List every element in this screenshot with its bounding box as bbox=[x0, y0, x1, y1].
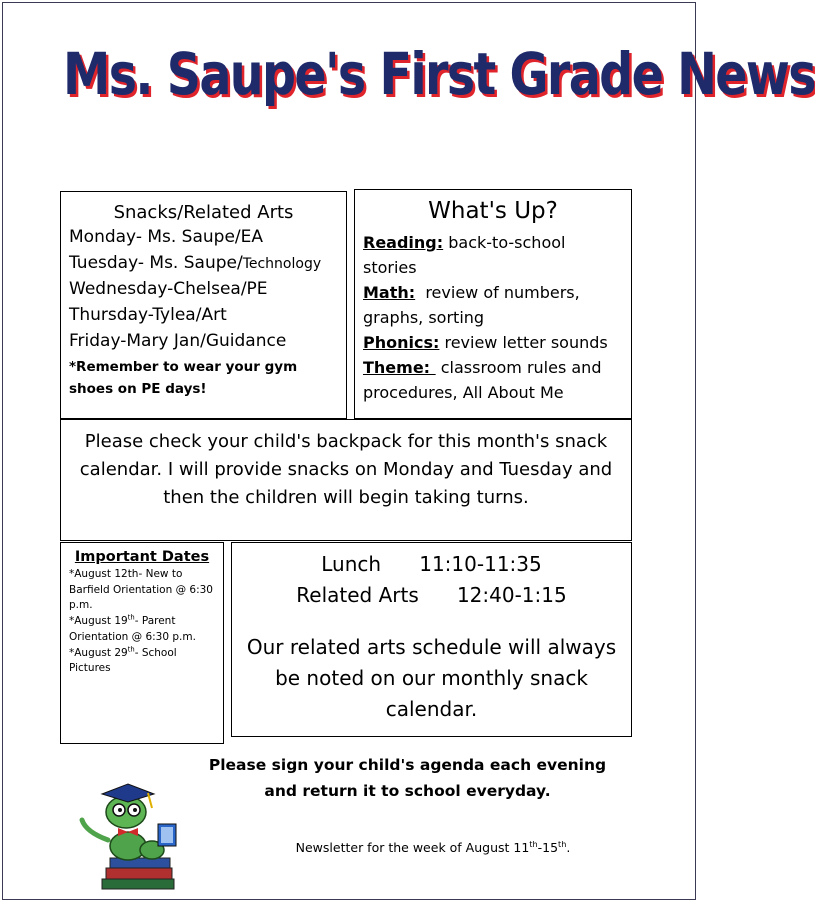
snack-day-line: Wednesday-Chelsea/PE bbox=[69, 279, 268, 299]
snack-day-line: Friday-Mary Jan/Guidance bbox=[69, 331, 287, 351]
date-item: *August 12th- New to Barfield Orientation @ 6:30 p.m. bbox=[69, 568, 213, 612]
lunch-time: 11:10-11:35 bbox=[419, 552, 542, 576]
subject-theme: Theme: classroom rules and procedures, All About Me bbox=[363, 358, 602, 402]
lunch-label: Lunch bbox=[321, 552, 382, 576]
related-arts-time: 12:40-1:15 bbox=[456, 583, 567, 607]
whats-up-box bbox=[354, 189, 632, 419]
backpack-snack-calendar-box bbox=[60, 419, 632, 541]
important-dates-box bbox=[60, 542, 224, 744]
subject-math: Math: review of numbers, graphs, sorting bbox=[363, 283, 585, 327]
snack-day-line: Tuesday- Ms. Saupe/Technology bbox=[69, 253, 322, 273]
backpack-note: Please check your child's backpack for this month's snack calendar. I will provide snacks on Monday and Tuesday and then the children will begin taking turns. bbox=[79, 431, 613, 508]
snack-day-line: Thursday-Tylea/Art bbox=[69, 305, 227, 325]
lunch-schedule-box bbox=[231, 542, 632, 737]
related-arts-label: Related Arts bbox=[296, 583, 419, 607]
bookworm-graduate-clipart bbox=[78, 780, 198, 892]
page-title: Ms. Saupe's First Grade News bbox=[63, 40, 815, 108]
subject-reading: Reading: back-to-school stories bbox=[363, 233, 566, 277]
agenda-note: Please sign your child's agenda each evening and return it to school everyday. bbox=[208, 756, 607, 800]
snack-day-line: Monday- Ms. Saupe/EA bbox=[69, 227, 264, 247]
related-arts-schedule-note: Our related arts schedule will always be noted on our monthly snack calendar. bbox=[246, 635, 617, 721]
lunch-time-row bbox=[242, 549, 621, 580]
newsletter-week: Newsletter for the week of August 11th-15th. bbox=[295, 838, 571, 855]
subject-phonics: Phonics: review letter sounds bbox=[363, 333, 608, 352]
whats-up-heading: What's Up? bbox=[428, 198, 558, 224]
important-dates-heading: Important Dates bbox=[74, 549, 210, 565]
date-item: *August 29th- School Pictures bbox=[69, 645, 177, 675]
gym-shoes-note: *Remember to wear your gym shoes on PE days! bbox=[69, 359, 298, 397]
snacks-heading: Snacks/Related Arts bbox=[113, 202, 294, 223]
date-item: *August 19th- Parent Orientation @ 6:30 p.m. bbox=[69, 613, 196, 643]
snacks-related-arts-box bbox=[60, 191, 347, 419]
related-arts-time-row bbox=[242, 580, 621, 611]
